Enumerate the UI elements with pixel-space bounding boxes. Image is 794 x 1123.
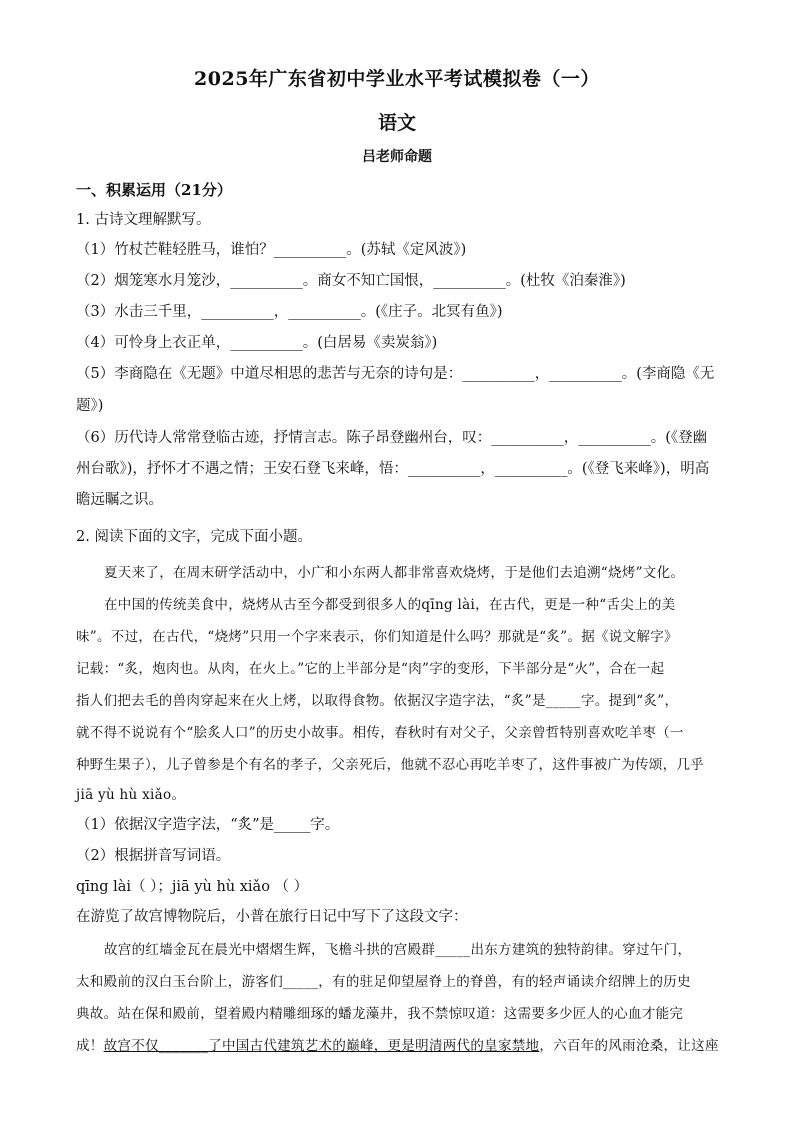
q1-item-1: （1）竹杖芒鞋轻胜马，谁怕？__________。(苏轼《定风波》)	[76, 242, 467, 258]
passage1-line: 就不得不说说有个“脍炙人口”的历史小故事。相传，春秋时有对父子，父亲曾哲特别喜欢吃羊枣（一	[76, 725, 684, 741]
passage2-last-line	[76, 1036, 718, 1056]
q1-item-6-cont: 州台歌》)，抒怀才不遇之情；王安石登飞来峰，悟：__________，__________。(《登飞来峰》)，明高	[76, 461, 710, 477]
passage2-line: 故宫的红墙金瓦在晨光中熠熠生辉，飞檐斗拱的宫殿群_____出东方建筑的独特韵律。穿过午门，	[104, 942, 692, 958]
passage1-line: 种野生果子），儿子曾参是个有名的孝子，父亲死后，他就不忍心再吃羊枣了，这件事被广为传颂，几乎	[76, 757, 705, 773]
underlined-sentence: 故宫不仅_______了中国古代建筑艺术的巅峰，更是明清两代的皇家禁地	[103, 1038, 540, 1054]
q1-item-3: （3）水击三千里，__________，__________。(《庄子。北冥有鱼》)	[76, 304, 503, 320]
q2-sub1: （1）依据汉字造字法，“炙”是_____字。	[76, 817, 340, 833]
main-title: 2025年广东省初中学业水平考试模拟卷（一）	[194, 68, 600, 90]
subject-title: 语文	[377, 112, 416, 134]
q1-item-4: （4）可怜身上衣正单，__________。(白居易《卖炭翁》)	[76, 335, 438, 351]
q2-sub2: （2）根据拼音写词语。	[76, 848, 231, 864]
passage2-last-rest: ，六百年的风雨沧桑，让这座	[539, 1038, 719, 1054]
q1-item-5-cont: 题》)	[76, 398, 104, 414]
q1-item-6-end: 瞻远瞩之识。	[76, 492, 163, 508]
q1-item-5: （5）李商隐在《无题》中道尽相思的悲苦与无奈的诗句是：__________，__________。(李商隐《无	[76, 366, 715, 382]
author-line: 吕老师命题	[362, 149, 432, 165]
passage1-line: 夏天来了，在周末研学活动中，小广和小东两人都非常喜欢烧烤，于是他们去追溯“烧烤”文化。	[104, 565, 685, 581]
passage2-last-start: 成！	[76, 1038, 104, 1054]
passage1-line: 记载：“炙，炮肉也。从肉，在火上。”它的上半部分是“肉”字的变形，下半部分是“火”，合在一起	[76, 661, 665, 677]
passage1-pinyin: jiā yù hù xiǎo。	[76, 787, 186, 803]
q2-prompt: 2. 阅读下面的文字，完成下面小题。	[76, 529, 312, 545]
q1-item-6: （6）历代诗人常常登临古迹，抒情言志。陈子昂登幽州台，叹：__________，__________。(《登幽	[76, 430, 708, 446]
section-heading: 一、积累运用（21分）	[76, 181, 232, 199]
passage1-line: 指人们把去毛的兽肉穿起来在火上烤，以取得食物。依据汉字造字法，“炙”是_____字。提到“炙”，	[76, 693, 679, 709]
q1-prompt: 1. 古诗文理解默写。	[76, 212, 211, 228]
q1-item-2: （2）烟笼寒水月笼沙，__________。商女不知亡国恨，__________。(杜牧《泊秦淮》)	[76, 273, 626, 289]
pinyin-answer-line: qīng lài（ ）；jiā yù hù xiǎo （ ）	[76, 879, 309, 895]
passage2-line: 太和殿前的汉白玉台阶上，游客们_____，有的驻足仰望屋脊上的脊兽，有的轻声诵读介绍牌上的历史	[76, 974, 691, 990]
passage2-line: 典故。站在保和殿前，望着殿内精雕细琢的蟠龙藻井，我不禁惊叹道：这需要多少匠人的心血才能完	[76, 1006, 684, 1022]
passage2-intro: 在游览了故宫博物院后，小普在旅行日记中写下了这段文字：	[76, 909, 468, 925]
passage1-line: 在中国的传统美食中，烧烤从古至今都受到很多人的qīng lài，在古代，更是一种“舌尖上的美	[104, 597, 676, 613]
passage1-line: 味”。不过，在古代，“烧烤”只用一个字来表示，你们知道是什么吗？那就是“炙”。据《说文解字》	[76, 629, 678, 645]
